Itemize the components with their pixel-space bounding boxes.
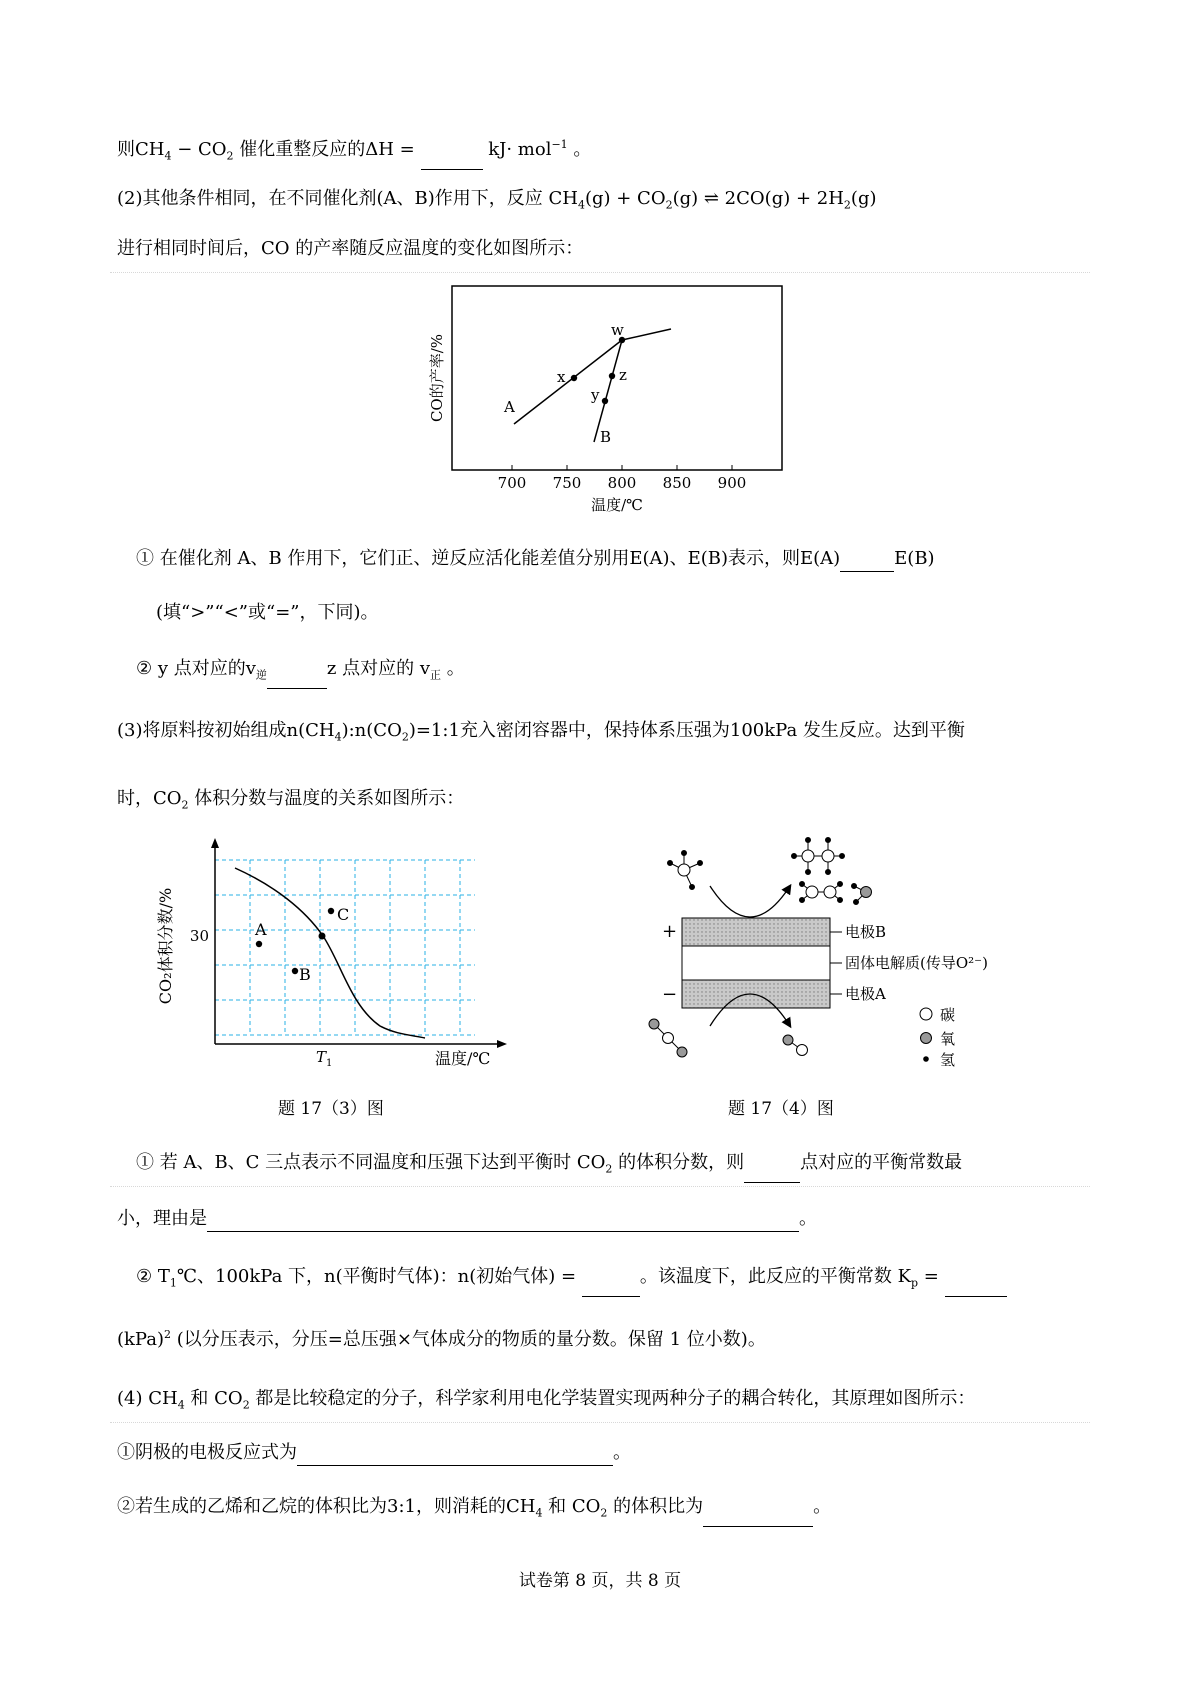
line-part4: [117, 1386, 975, 1419]
plot-frame: [452, 286, 782, 470]
x-tick-label: 750: [552, 474, 582, 492]
electrode-b: [682, 918, 830, 946]
text: 体积分数与温度的关系如图所示：: [188, 788, 465, 809]
divider: [110, 272, 1090, 273]
x-tick-sub: 1: [326, 1058, 333, 1069]
line-q1: [136, 546, 935, 572]
x-tick-t: T: [316, 1048, 327, 1066]
legend-carbon-icon: [920, 1008, 932, 1020]
sub: 逆: [255, 668, 267, 682]
label-electrode-b: 电极B: [845, 923, 887, 941]
molecule-methane: [668, 851, 703, 890]
text: 点对应的平衡常数最: [800, 1152, 963, 1173]
text: 催化重整反应的ΔH =: [233, 139, 421, 160]
legend-oxygen-icon: [921, 1033, 932, 1044]
curve-a-line: [514, 340, 622, 424]
electrode-a: [682, 980, 830, 1008]
legend-oxygen: 氧: [940, 1030, 956, 1048]
point-z: [609, 373, 615, 379]
text: ② y 点对应的v: [136, 658, 256, 679]
text: ① 在催化剂 A、B 作用下，它们正、逆反应活化能差值分别用E(A)、E(B)表示，则E(A): [136, 548, 841, 569]
curve-shared-line: [622, 329, 671, 340]
answer-blank-cathode[interactable]: [297, 1445, 613, 1466]
divider: [110, 1186, 1090, 1187]
label-point-x: x: [557, 368, 566, 386]
line-part3-reason: [117, 1206, 817, 1232]
equilibrium-curve: [235, 868, 425, 1038]
legend-hydrogen-icon: [923, 1056, 929, 1062]
molecule-co2: [649, 1019, 687, 1057]
text: ②若生成的乙烯和乙烷的体积比为3:1，则消耗的CH: [117, 1496, 536, 1517]
text: z 点对应的 v: [326, 658, 431, 679]
text: (kPa): [117, 1329, 164, 1350]
sub: 2: [665, 198, 673, 212]
answer-blank-ratio[interactable]: [582, 1276, 640, 1297]
text: 和 CO: [184, 1388, 243, 1409]
answer-blank-ea-eb[interactable]: [840, 551, 894, 572]
point-a: [256, 941, 262, 947]
point-intersect: [319, 933, 326, 940]
solid-electrolyte: [682, 946, 830, 980]
text: )=1:1充入密闭容器中，保持体系压强为100kPa 发生反应。达到平衡: [408, 720, 965, 741]
text: 。: [441, 658, 465, 679]
x-tick-label: 700: [497, 474, 527, 492]
unit: kJ· mol: [482, 139, 552, 160]
x-tick-label: 900: [717, 474, 747, 492]
text: 。: [813, 1496, 832, 1517]
divider: [110, 1422, 1090, 1423]
label-electrolyte: 固体电解质(传导O²⁻): [845, 954, 988, 972]
caption-fig3: 题 17（3）图: [278, 1099, 384, 1119]
figure-co2-fraction: [155, 838, 515, 1068]
sub: 2: [605, 1162, 613, 1176]
text: 。: [799, 1208, 817, 1229]
line-part4-q2: [117, 1494, 831, 1527]
text: (以分压表示，分压=总压强×气体成分的物质的量分数。保留 1 位小数)。: [171, 1329, 766, 1350]
caption-fig4: 题 17（4）图: [728, 1099, 834, 1119]
figure-co-yield: [420, 282, 800, 522]
sub: 4: [535, 1506, 543, 1520]
sub: 4: [164, 149, 172, 163]
y-axis-label: CO₂体积分数/%: [156, 887, 175, 1005]
sub: 4: [177, 1398, 185, 1412]
text: 进行相同时间后，CO 的产率随反应温度的变化如图所示：: [117, 238, 584, 259]
sub: 2: [181, 798, 189, 812]
molecule-ethylene: [800, 882, 843, 903]
text: 的体积分数，则: [612, 1152, 745, 1173]
text: 都是比较稳定的分子，科学家利用电化学装置实现两种分子的耦合转化，其原理如图所示：: [249, 1388, 976, 1409]
x-tick-label: 800: [607, 474, 637, 492]
line-part2-reaction: [117, 186, 877, 219]
line-part4-q1: [117, 1440, 631, 1466]
x-tick-label: [316, 1048, 332, 1069]
y-tick-label: 30: [189, 927, 209, 945]
sub: 4: [334, 730, 342, 744]
minus-terminal: −: [662, 984, 678, 1005]
line-part3-kp-note: [117, 1322, 766, 1353]
answer-blank-reason[interactable]: [207, 1211, 799, 1232]
molecule-co: [783, 1035, 808, 1056]
point-c: [328, 908, 334, 914]
text: (2)其他条件相同，在不同催化剂(A、B)作用下，反应 CH: [117, 188, 578, 209]
text: (填“>”“<”或“=”，下同)。: [156, 602, 379, 623]
text: 的体积比为: [607, 1496, 704, 1517]
label-point-w: w: [611, 321, 624, 339]
x-axis-label: 温度/℃: [591, 496, 643, 514]
legend-hydrogen: 氢: [940, 1051, 956, 1069]
line-q1-hint: [156, 600, 379, 626]
plus-terminal: +: [662, 921, 678, 942]
sub: 正: [430, 668, 442, 682]
point-y: [602, 398, 608, 404]
sup: 2: [164, 1328, 171, 1341]
sub: 2: [226, 149, 234, 163]
point-x: [571, 375, 577, 381]
line-part3-q1: [136, 1150, 962, 1183]
figure-electrochem-device: [640, 830, 1060, 1080]
text: ① 若 A、B、C 三点表示不同温度和压强下达到平衡时 CO: [136, 1152, 606, 1173]
sup: −1: [551, 138, 568, 151]
text: (3)将原料按初始组成n(CH: [117, 720, 335, 741]
y-axis-label: CO的产率/%: [428, 333, 446, 423]
text: 和 CO: [542, 1496, 601, 1517]
point-b: [292, 968, 298, 974]
text: (4) CH: [117, 1388, 178, 1409]
line-part3-q2: [136, 1264, 1007, 1297]
answer-blank-v[interactable]: [267, 668, 327, 689]
text: E(B): [894, 548, 935, 569]
answer-blank-volume-ratio[interactable]: [703, 1506, 813, 1527]
label-point-c: C: [337, 905, 350, 924]
y-axis-arrow: [211, 838, 219, 848]
text: 。: [567, 139, 592, 160]
text: (g): [850, 188, 877, 209]
line-delta-h: [117, 132, 591, 170]
text: ①阴极的电极反应式为: [117, 1442, 297, 1463]
sub: 1: [169, 1276, 177, 1290]
answer-blank-delta-h[interactable]: [421, 149, 483, 170]
text: 则CH: [117, 139, 165, 160]
text: − CO: [171, 139, 227, 160]
line-part2-desc: [117, 236, 583, 262]
text: 小，理由是: [117, 1208, 207, 1229]
sub: 2: [843, 198, 851, 212]
line-part3-b: [117, 786, 464, 819]
line-part3: [117, 718, 965, 751]
label-point-z: z: [619, 366, 627, 384]
sub: 2: [242, 1398, 250, 1412]
label-point-b: B: [299, 965, 311, 984]
label-curve-a: A: [504, 398, 515, 416]
sub: 4: [577, 198, 585, 212]
text: =: [918, 1266, 945, 1287]
grid: [215, 860, 475, 1035]
answer-blank-point[interactable]: [744, 1162, 800, 1183]
molecule-ethane: [792, 838, 845, 875]
sub: 2: [600, 1506, 608, 1520]
text: 。该温度下，此反应的平衡常数 K: [639, 1266, 912, 1287]
molecule-water: [852, 884, 872, 905]
text: (g) ⇌ 2CO(g) + 2H: [672, 188, 844, 209]
x-tick-label: 850: [662, 474, 692, 492]
label-point-y: y: [591, 386, 600, 404]
label-point-a: A: [255, 920, 267, 939]
legend-carbon: 碳: [940, 1006, 956, 1024]
label-curve-b: B: [600, 428, 612, 446]
sub: 2: [401, 730, 409, 744]
text: ② T: [136, 1266, 170, 1287]
arrow-top: [710, 886, 790, 917]
page-footer: 试卷第 8 页，共 8 页: [518, 1571, 682, 1591]
text: ℃、100kPa 下，n(平衡时气体)：n(初始气体) =: [176, 1266, 582, 1287]
sub: p: [911, 1276, 919, 1290]
answer-blank-kp[interactable]: [945, 1276, 1007, 1297]
line-q2: [136, 656, 465, 689]
text: 。: [613, 1442, 631, 1463]
text: 时，CO: [117, 788, 182, 809]
x-axis-label: 温度/℃: [435, 1049, 491, 1068]
text: ):n(CO: [341, 720, 402, 741]
text: (g) + CO: [584, 188, 666, 209]
x-axis-arrow: [497, 1040, 507, 1048]
label-electrode-a: 电极A: [845, 985, 886, 1003]
